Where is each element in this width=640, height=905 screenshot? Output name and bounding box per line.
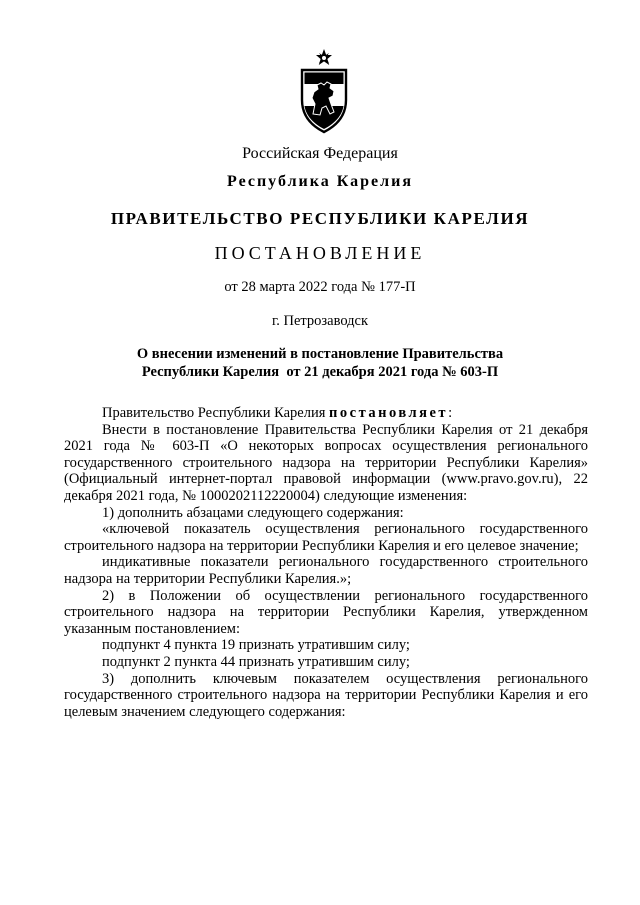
body-paragraph: подпункт 4 пункта 19 признать утратившим силу;: [102, 637, 410, 654]
body-paragraph: индикативные показатели регионального государственного строительного надзора на территории Республики Карелия.»;: [64, 554, 588, 587]
body-paragraph: Внести в постановление Правительства Республики Карелия от 21 декабря 2021 года № 603-П «О некоторых вопросах осуществления регионального государственного строительного надзора на территории Республики Карелия» (Официальный интернет-портал правовой информации (www.pravo.gov.ru), 22 декабря 2021 года, № 1000202112220004) следующие изменения:: [64, 421, 588, 504]
country-name: Российская Федерация: [242, 145, 398, 162]
document-title-line-1: О внесении изменений в постановление Правительства: [136, 346, 504, 362]
republic-name: Республика Карелия: [227, 173, 413, 190]
document-title-line-2: Республики Карелия от 21 декабря 2021 года № 603-П: [141, 364, 499, 380]
body-paragraph: 1) дополнить абзацами следующего содержания:: [102, 504, 404, 521]
document-type: ПОСТАНОВЛЕНИЕ: [214, 243, 426, 263]
body-paragraph: подпункт 2 пункта 44 признать утратившим силу;: [102, 653, 410, 670]
intro-text: Правительство Республики Карелия: [102, 405, 330, 421]
emblem-star: [314, 48, 334, 68]
body-paragraph: 2) в Положении об осуществлении регионального государственного строительного надзора на территории Республики Карелия, утвержденном указанным постановлением:: [64, 587, 588, 637]
document-body: [64, 405, 588, 720]
intro-keyword: постановляет: [329, 405, 449, 421]
body-paragraph: 3) дополнить ключевым показателем осуществления регионального государственного строительного надзора на территории Республики Карелия и его целевым значением следующего содержания:: [64, 670, 588, 720]
intro-colon: :: [448, 405, 453, 421]
document-city: г. Петрозаводск: [271, 313, 369, 329]
karelia-coat-of-arms-icon: [296, 48, 352, 134]
government-name: ПРАВИТЕЛЬСТВО РЕСПУБЛИКИ КАРЕЛИЯ: [110, 209, 530, 228]
document-title: [110, 345, 530, 381]
document-date-number: от 28 марта 2022 года № 177-П: [224, 279, 416, 295]
intro-paragraph: [64, 405, 588, 422]
body-paragraph: «ключевой показатель осуществления регионального государственного строительного надзора на территории Республики Карелия и его целевое значение;: [64, 521, 588, 554]
